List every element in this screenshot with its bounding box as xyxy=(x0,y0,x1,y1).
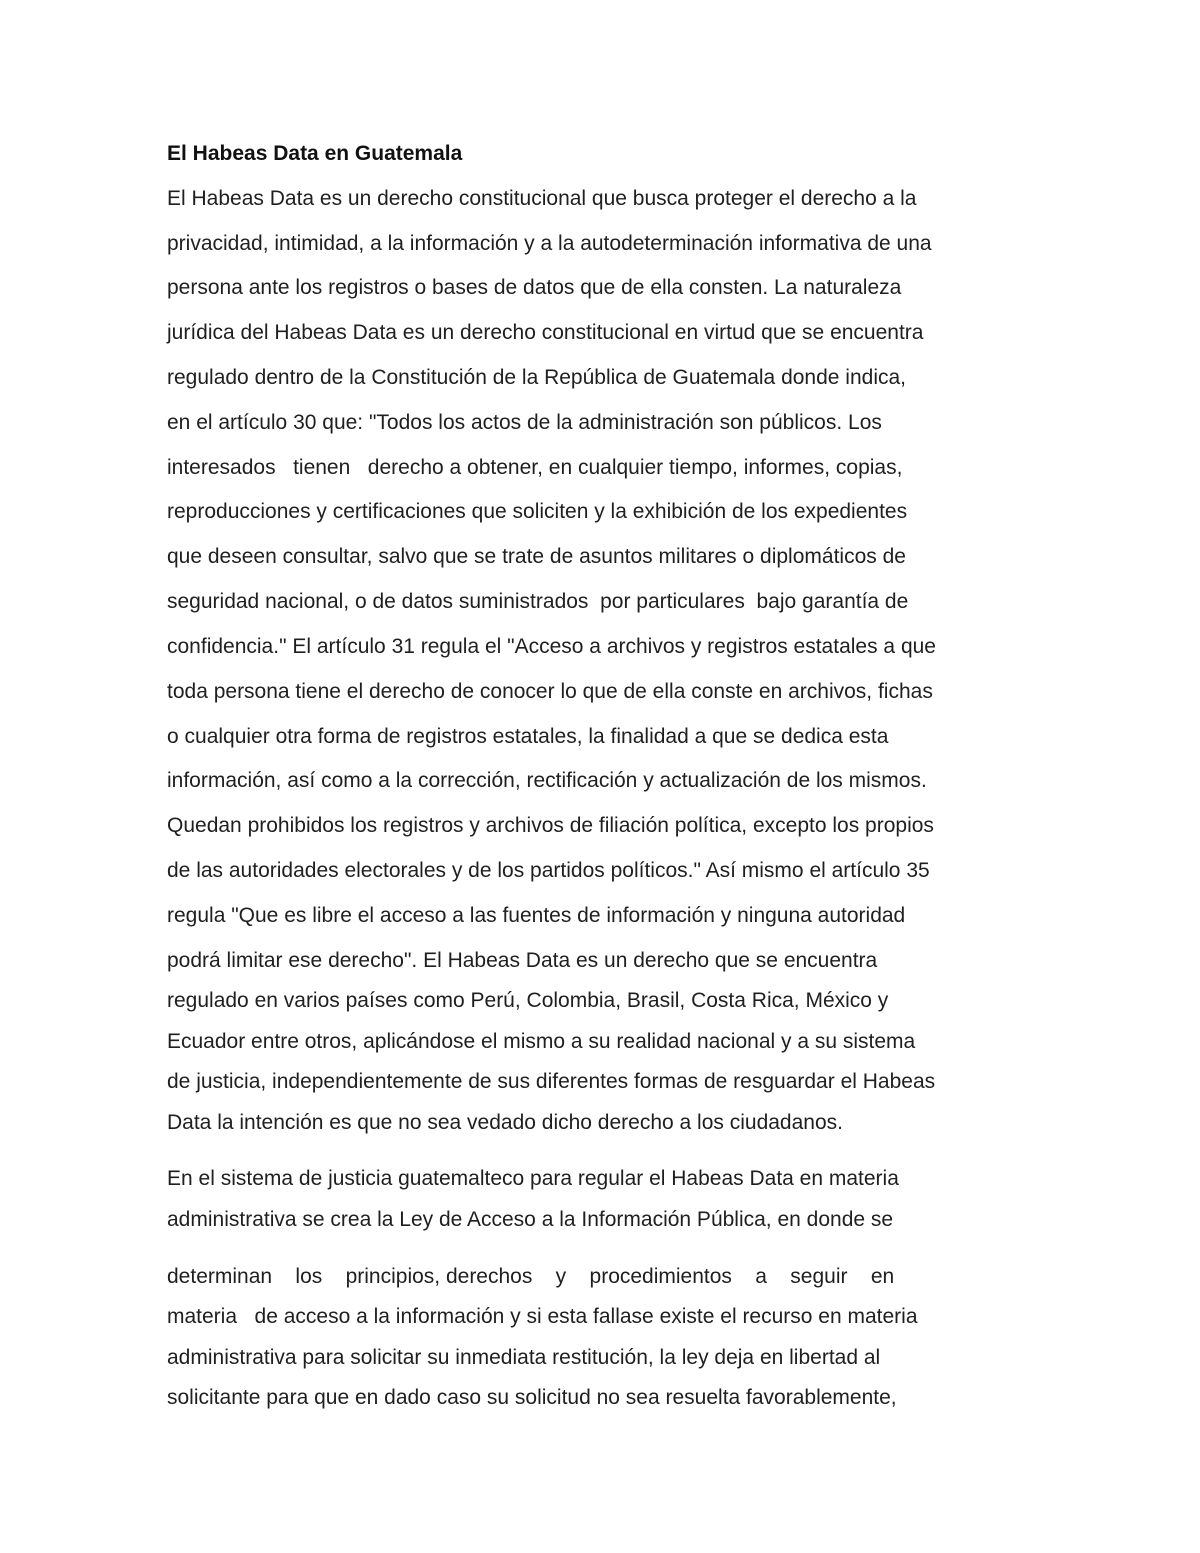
text-line: Quedan prohibidos los registros y archivos de filiación política, excepto los propios xyxy=(167,814,934,837)
text-line: El Habeas Data es un derecho constitucional que busca proteger el derecho a la xyxy=(167,187,917,210)
text-line: administrativa para solicitar su inmediata restitución, la ley deja en libertad al xyxy=(167,1346,881,1369)
text-line: administrativa se crea la Ley de Acceso a la Información Pública, en donde se xyxy=(167,1208,894,1231)
text-line: En el sistema de justicia guatemalteco para regular el Habeas Data en materia xyxy=(167,1167,899,1190)
text-line: seguridad nacional, o de datos suministrados por particulares bajo garantía de xyxy=(167,590,909,613)
text-line: regulado dentro de la Constitución de la República de Guatemala donde indica, xyxy=(167,366,906,389)
text-line: regula "Que es libre el acceso a las fuentes de información y ninguna autoridad xyxy=(167,904,906,927)
text-line: solicitante para que en dado caso su solicitud no sea resuelta favorablemente, xyxy=(167,1386,897,1409)
text-line: confidencia." El artículo 31 regula el "Acceso a archivos y registros estatales a que xyxy=(167,635,936,658)
text-line: de justicia, independientemente de sus diferentes formas de resguardar el Habeas xyxy=(167,1070,936,1093)
text-line: jurídica del Habeas Data es un derecho constitucional en virtud que se encuentra xyxy=(167,321,924,344)
text-line: determinan los principios, derechos y procedimientos a seguir en xyxy=(167,1265,895,1288)
text-line: materia de acceso a la información y si esta fallase existe el recurso en materia xyxy=(167,1305,918,1328)
document-title: El Habeas Data en Guatemala xyxy=(167,142,463,165)
text-line: interesados tienen derecho a obtener, en cualquier tiempo, informes, copias, xyxy=(167,456,903,479)
text-line: Data la intención es que no sea vedado dicho derecho a los ciudadanos. xyxy=(167,1111,843,1134)
text-line: privacidad, intimidad, a la información y a la autodeterminación informativa de una xyxy=(167,232,932,255)
text-line: podrá limitar ese derecho". El Habeas Data es un derecho que se encuentra xyxy=(167,949,878,972)
text-line: persona ante los registros o bases de datos que de ella consten. La naturaleza xyxy=(167,276,902,299)
text-line: regulado en varios países como Perú, Colombia, Brasil, Costa Rica, México y xyxy=(167,989,889,1012)
text-line: reproducciones y certificaciones que soliciten y la exhibición de los expedientes xyxy=(167,500,908,523)
text-line: o cualquier otra forma de registros estatales, la finalidad a que se dedica esta xyxy=(167,725,889,748)
text-line: información, así como a la corrección, rectificación y actualización de los mismos. xyxy=(167,769,927,792)
text-line: que deseen consultar, salvo que se trate de asuntos militares o diplomáticos de xyxy=(167,545,906,568)
text-line: toda persona tiene el derecho de conocer lo que de ella conste en archivos, fichas xyxy=(167,680,933,703)
text-line: en el artículo 30 que: "Todos los actos de la administración son públicos. Los xyxy=(167,411,882,434)
text-line: de las autoridades electorales y de los partidos políticos." Así mismo el artículo 35 xyxy=(167,859,930,882)
text-line: Ecuador entre otros, aplicándose el mismo a su realidad nacional y a su sistema xyxy=(167,1030,916,1053)
